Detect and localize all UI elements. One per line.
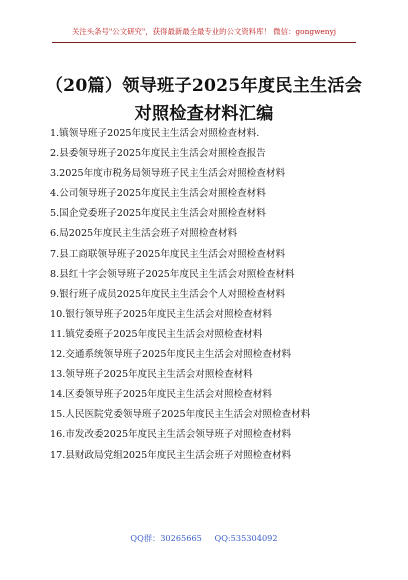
header-divider bbox=[52, 42, 356, 43]
top-notice: 关注头条号"公文研究"，获得最新最全最专业的公文资料库！ 微信：gongwenyj bbox=[71, 27, 337, 36]
list-item: 13.领导班子2025年度民主生活会对照检查材料 bbox=[50, 369, 253, 381]
list-item: 8.县红十字会领导班子2025年度民主生活会对照检查材料 bbox=[50, 268, 295, 280]
list-item: 11.镇党委班子2025年度民主生活会对照检查材料 bbox=[50, 328, 263, 340]
qq-group-text: QQ群：30265665 bbox=[130, 533, 202, 543]
qq-number-text: QQ:535304092 bbox=[214, 533, 278, 543]
list-item: 9.银行班子成员2025年度民主生活会个人对照检查材料 bbox=[50, 288, 286, 300]
document-title bbox=[0, 72, 408, 128]
title-line-2: 对照检查材料汇编 bbox=[134, 104, 274, 124]
list-item: 3.2025年度市税务局领导班子民主生活会对照检查材料 bbox=[50, 168, 286, 180]
list-item: 2.县委领导班子2025年度民主生活会对照检查报告 bbox=[50, 148, 266, 160]
list-item: 4.公司领导班子2025年度民主生活会对照检查材料 bbox=[50, 188, 266, 200]
table-of-contents bbox=[50, 124, 362, 466]
list-item: 17.县财政局党组2025年度民主生活会班子对照检查材料 bbox=[50, 449, 292, 461]
list-item: 6.局2025年度民主生活会班子对照检查材料 bbox=[50, 228, 238, 240]
list-item: 7.县工商联领导班子2025年度民主生活会对照检查材料 bbox=[50, 248, 286, 260]
footer-contact bbox=[0, 533, 408, 544]
title-line-1: （20篇）领导班子2025年度民主生活会 bbox=[45, 76, 363, 96]
list-item: 14.区委领导班子2025年度民主生活会对照检查材料 bbox=[50, 389, 272, 401]
list-item: 5.国企党委班子2025年度民主生活会对照检查材料 bbox=[50, 208, 266, 220]
list-item: 15.人民医院党委领导班子2025年度民主生活会对照检查材料 bbox=[50, 409, 311, 421]
list-item: 16.市发改委2025年度民主生活会领导班子对照检查材料 bbox=[50, 429, 292, 441]
list-item: 12.交通系统领导班子2025年度民主生活会对照检查材料 bbox=[50, 349, 292, 361]
list-item: 10.银行领导班子2025年度民主生活会对照检查材料 bbox=[50, 308, 272, 320]
list-item: 1.镇领导班子2025年度民主生活会对照检查材料. bbox=[50, 128, 260, 139]
